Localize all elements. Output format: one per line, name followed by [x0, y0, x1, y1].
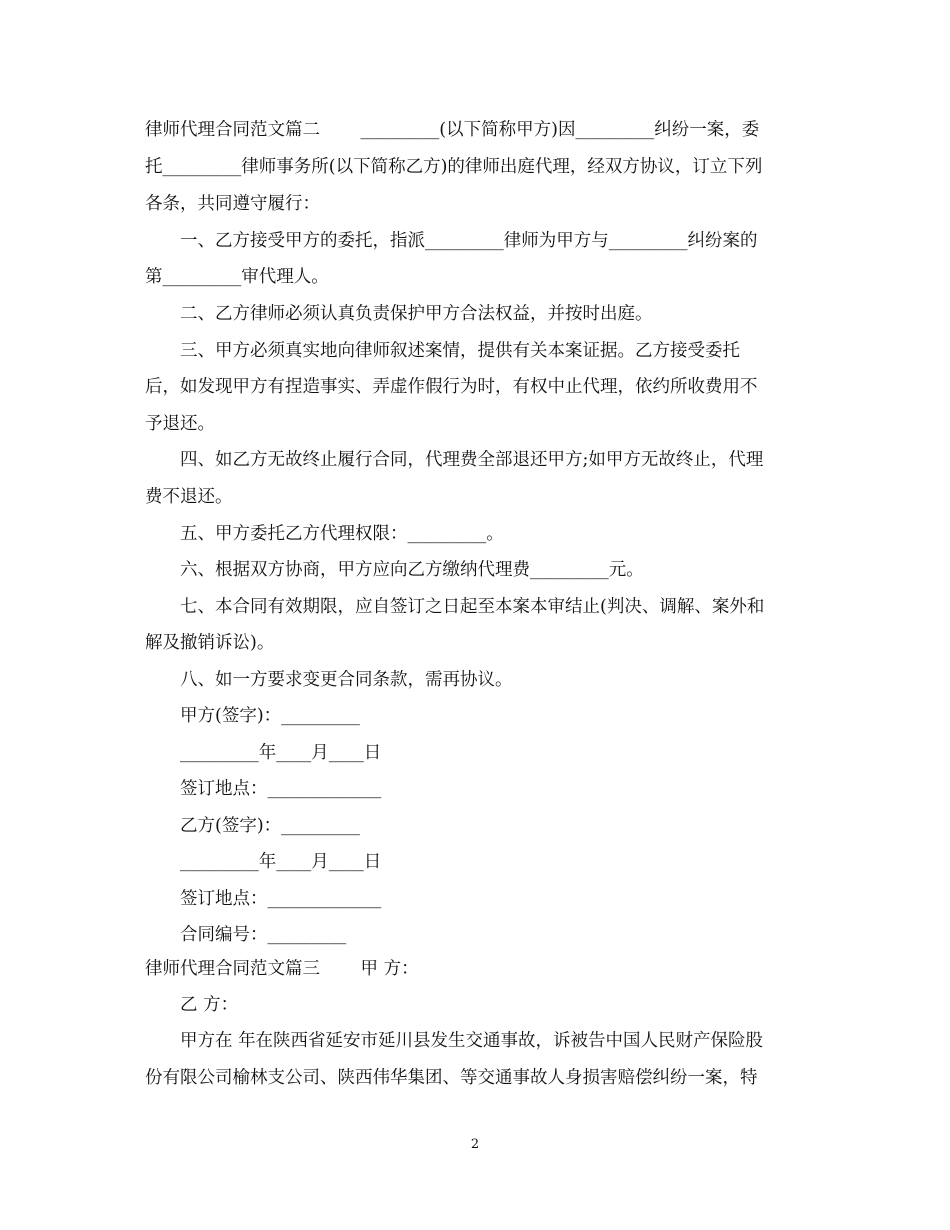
text-line-16: 八、如一方要求变更合同条款，需再协议。: [180, 670, 513, 690]
contract-number: 合同编号：_________: [180, 925, 347, 945]
signature-date-a: _________年____月____日: [180, 743, 382, 763]
page-number: 2: [470, 1137, 480, 1152]
text-line-3: 各条，共同遵守履行：: [145, 194, 320, 214]
text-line-13: 六、根据双方协商，甲方应向乙方缴纳代理费_________元。: [180, 560, 644, 580]
text-line-2: 托_________律师事务所(以下简称乙方)的律师出庭代理，经双方协议，订立下列: [145, 157, 763, 177]
signature-party-b: 乙方(签字)：_________: [180, 816, 360, 836]
text-line-4: 一、乙方接受甲方的委托，指派_________律师为甲方与_________纠纷案的: [180, 231, 758, 251]
text-line-26: 甲方在 年在陕西省延安市延川县发生交通事故，诉被告中国人民财产保险股: [180, 1031, 764, 1051]
text-line-11: 费不退还。: [145, 487, 233, 507]
section-heading-3: 律师代理合同范文篇三 甲 方：: [145, 959, 419, 979]
text-line-12: 五、甲方委托乙方代理权限：_________。: [180, 524, 504, 544]
text-line-27: 份有限公司榆林支公司、陕西伟华集团、等交通事故人身损害赔偿纠纷一案，特: [145, 1068, 758, 1088]
text-line-15: 解及撤销诉讼)。: [145, 633, 275, 653]
text-line-10: 四、如乙方无故终止履行合同，代理费全部退还甲方;如甲方无故终止，代理: [180, 450, 764, 470]
signing-place-a: 签订地点：_____________: [180, 779, 382, 799]
text-line-7: 三、甲方必须真实地向律师叙述案情，提供有关本案证据。乙方接受委托: [180, 341, 740, 361]
text-line-8: 后，如发现甲方有捏造事实、弄虚作假行为时，有权中止代理，依约所收费用不: [145, 377, 758, 397]
text-line-14: 七、本合同有效期限，应自签订之日起至本案本审结止(判决、调解、案外和: [180, 597, 765, 617]
text-line-1: 律师代理合同范文篇二 _________(以下简称甲方)因_________纠纷一案，委: [145, 120, 760, 140]
signature-party-a: 甲方(签字)：_________: [180, 706, 360, 726]
signature-date-b: _________年____月____日: [180, 852, 382, 872]
party-b-label: 乙 方：: [180, 995, 239, 1015]
signing-place-b: 签订地点：_____________: [180, 889, 382, 909]
text-line-5: 第_________审代理人。: [145, 267, 329, 287]
text-line-6: 二、乙方律师必须认真负责保护甲方合法权益，并按时出庭。: [180, 304, 653, 324]
text-line-9: 予退还。: [145, 414, 215, 434]
